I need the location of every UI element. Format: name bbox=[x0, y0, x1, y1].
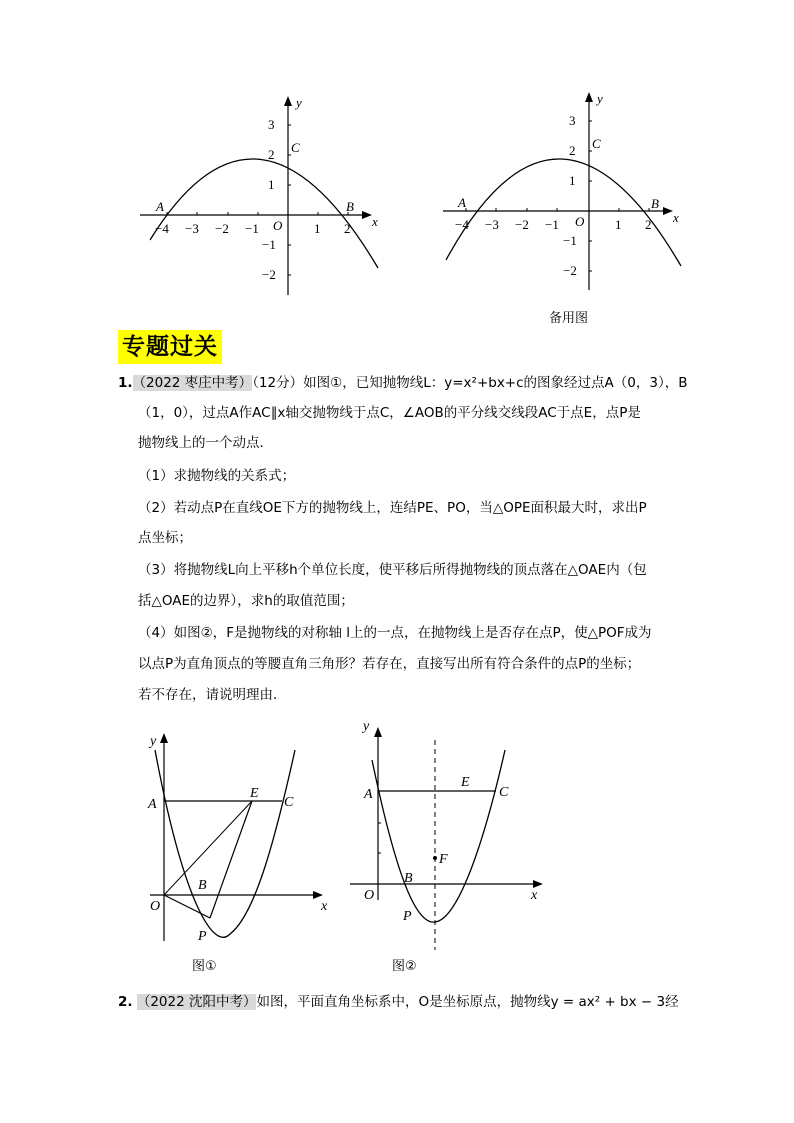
y-tick-label: −1 bbox=[563, 233, 577, 248]
x-tick-label: 1 bbox=[615, 217, 622, 232]
problem1-part4: （4）如图②，F是抛物线的对称轴 l上的一点，在抛物线上是否存在点P，使△POF成为 bbox=[138, 625, 652, 641]
problem1-line: 若不存在，请说明理由． bbox=[138, 687, 287, 703]
figure-1-caption: 图① bbox=[192, 959, 217, 974]
point-label-p: P bbox=[198, 929, 207, 944]
problem1-line: 1.（2022 枣庄中考）（12分）如图①，已知抛物线L：y=x²+bx+c的图象经过点A（0，3），B bbox=[118, 375, 688, 391]
figure-2 bbox=[350, 719, 543, 950]
x-tick-label: 2 bbox=[344, 221, 351, 236]
parabola-curve bbox=[155, 750, 295, 937]
y-axis-arrow bbox=[160, 733, 168, 743]
problem1-part1: （1）求抛物线的关系式； bbox=[138, 468, 296, 484]
top-right-parabola-graph bbox=[443, 91, 681, 290]
y-tick-label: 2 bbox=[268, 147, 275, 162]
point-label-b: B bbox=[651, 196, 659, 211]
point-label-b: B bbox=[346, 199, 354, 214]
parabola-curve bbox=[372, 750, 505, 922]
origin-label: O bbox=[575, 214, 585, 229]
point-label-e: E bbox=[250, 786, 259, 801]
y-tick-label: −1 bbox=[262, 237, 276, 252]
x-tick-label: 1 bbox=[314, 221, 321, 236]
y-axis-label: y bbox=[296, 95, 302, 110]
top-left-parabola-graph bbox=[0, 0, 794, 320]
section-title: 专题过关 bbox=[118, 330, 222, 364]
y-tick-label: 3 bbox=[268, 117, 275, 132]
problem1-line: 括△OAE的边界），求h的取值范围； bbox=[138, 593, 354, 609]
y-tick-label: −2 bbox=[563, 263, 577, 278]
y-tick-label: −2 bbox=[262, 267, 276, 282]
problem2-text: 如图，平面直角坐标系中，O是坐标原点，抛物线y = ax² + bx − 3经 bbox=[256, 994, 679, 1010]
problem2-line bbox=[118, 993, 679, 1011]
x-tick-label: −1 bbox=[245, 221, 259, 236]
segment-po bbox=[164, 895, 210, 918]
origin-label: O bbox=[150, 899, 161, 914]
parabola-curve bbox=[446, 159, 681, 266]
top-left-axes bbox=[140, 100, 368, 295]
x-tick-label: −2 bbox=[515, 217, 529, 232]
problem1-line: 点坐标； bbox=[138, 530, 192, 546]
problem1-line: 抛物线上的一个动点． bbox=[138, 435, 273, 451]
x-tick-label: 2 bbox=[645, 217, 652, 232]
y-axis-label: y bbox=[597, 91, 603, 106]
figures-1-2 bbox=[0, 700, 794, 990]
x-tick-label: −2 bbox=[215, 221, 229, 236]
x-axis-arrow bbox=[533, 880, 543, 888]
problem1-part2: （2）若动点P在直线OE下方的抛物线上，连结PE、PO，当△OPE面积最大时，求出P bbox=[138, 500, 647, 516]
point-label-a: A bbox=[364, 787, 373, 802]
problem1-source: （2022 枣庄中考） bbox=[132, 375, 253, 391]
y-tick-label: 1 bbox=[268, 177, 275, 192]
point-label-c: C bbox=[291, 140, 300, 155]
point-label-f: F bbox=[439, 852, 448, 867]
point-label-a: A bbox=[458, 195, 466, 210]
x-axis-label: x bbox=[372, 214, 378, 229]
point-label-b: B bbox=[198, 878, 207, 893]
origin-label: O bbox=[273, 218, 283, 233]
point-label-b: B bbox=[404, 871, 413, 886]
problem1-line: 以点P为直角顶点的等腰直角三角形？若存在，直接写出所有符合条件的点P的坐标； bbox=[138, 656, 641, 672]
x-axis-arrow bbox=[313, 891, 323, 899]
point-label-p: P bbox=[403, 909, 412, 924]
figure-2-caption: 图② bbox=[392, 959, 417, 974]
y-axis-label: y bbox=[363, 719, 370, 734]
point-label-c: C bbox=[499, 785, 509, 800]
backup-figure-caption: 备用图 bbox=[549, 311, 589, 326]
x-axis-arrow bbox=[362, 211, 372, 219]
x-tick-label: −3 bbox=[185, 221, 199, 236]
problem2-source: （2022 沈阳中考） bbox=[136, 994, 257, 1010]
x-axis-label: x bbox=[673, 210, 679, 225]
x-tick-label: −3 bbox=[485, 217, 499, 232]
point-f bbox=[433, 856, 437, 860]
problem2-number: 2. bbox=[118, 994, 133, 1010]
problem1-line: （1，0），过点A作AC∥x轴交抛物线于点C，∠AOB的平分线交线段AC于点E，点P是 bbox=[138, 405, 641, 421]
y-tick-label: 2 bbox=[569, 143, 576, 158]
point-label-a: A bbox=[156, 199, 164, 214]
problem1-number: 1. bbox=[118, 375, 133, 391]
point-label-e: E bbox=[461, 775, 470, 790]
x-tick-label: −1 bbox=[545, 217, 559, 232]
origin-label: O bbox=[364, 888, 375, 903]
y-axis-arrow bbox=[374, 727, 382, 737]
y-axis-label: y bbox=[150, 734, 157, 749]
problem1-part3: （3）将抛物线L向上平移h个单位长度，使平移后所得抛物线的顶点落在△OAE内（包 bbox=[138, 562, 647, 578]
point-label-c: C bbox=[284, 795, 294, 810]
y-tick-label: 3 bbox=[569, 113, 576, 128]
x-axis-arrow bbox=[663, 207, 673, 215]
point-label-c: C bbox=[592, 136, 601, 151]
y-axis-arrow bbox=[284, 96, 292, 106]
x-axis-label: x bbox=[531, 888, 538, 903]
point-label-a: A bbox=[148, 797, 157, 812]
x-tick-label: −4 bbox=[155, 221, 169, 236]
x-tick-label: −4 bbox=[455, 217, 469, 232]
y-axis-arrow bbox=[585, 92, 593, 102]
segment-pe bbox=[210, 801, 252, 918]
y-tick-label: 1 bbox=[569, 173, 576, 188]
figure-1 bbox=[147, 733, 328, 944]
x-axis-label: x bbox=[321, 899, 328, 914]
